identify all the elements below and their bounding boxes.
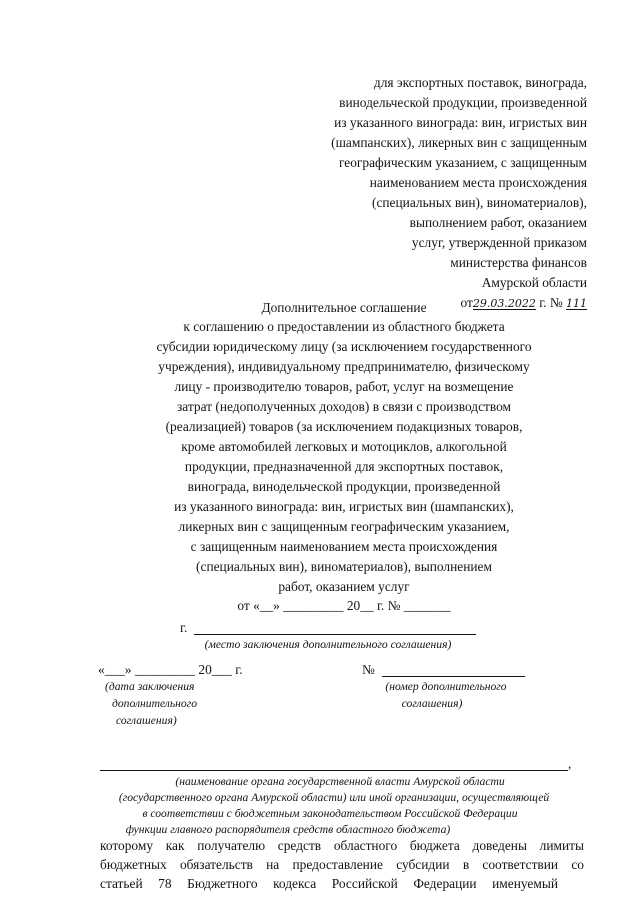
approval-line: министерства финансов [450, 255, 587, 270]
approval-line: для экспортных поставок, винограда, [373, 75, 587, 90]
approval-date-number [460, 295, 587, 311]
approval-line: (шампанских), ликерных вин с защищенным [331, 135, 587, 150]
date-caption-line: (дата заключения [105, 680, 195, 693]
approval-line: географическим указанием, с защищенным [338, 155, 587, 170]
authority-caption-line: функции главного распорядителя средств областного бюджета) [125, 823, 451, 836]
date-caption-line: соглашения) [116, 714, 177, 727]
number-fill-line [382, 676, 525, 677]
title-line: продукции, предназначенной для экспортных поставок, [184, 459, 504, 474]
approval-line: (специальных вин), виноматериалов), [371, 195, 587, 210]
body-line: которому как получателю средств областного бюджета доведены лимиты [100, 838, 584, 853]
approval-line: винодельческой продукции, произведенной [339, 95, 587, 110]
authority-caption-line: в соответствии с бюджетным законодательством Российской Федерации [142, 807, 518, 820]
authority-fill-line [100, 770, 568, 771]
title-line: к соглашению о предоставлении из областного бюджета [183, 319, 505, 334]
title-line: (реализацией) товаров (за исключением подакцизных товаров, [165, 419, 523, 434]
title-line: учреждения), индивидуальному предпринимателю, физическому [158, 359, 530, 374]
title-line: винограда, винодельческой продукции, произведенной [187, 479, 501, 494]
approval-date-handwritten: 29.03.2022 [472, 297, 536, 310]
approval-line: Амурской области [481, 275, 587, 290]
approval-line: выполнением работ, оказанием [409, 215, 587, 230]
number-prefix: № [362, 662, 375, 677]
title-line: кроме автомобилей легковых и мотоциклов, алкогольной [181, 439, 507, 454]
title-line: затрат (недополученных доходов) в связи с производством [176, 399, 512, 414]
authority-caption-line: (государственного органа Амурской области) или иной организации, осуществляющей [118, 791, 550, 804]
authority-caption-line: (наименование органа государственной власти Амурской области [175, 775, 505, 788]
approval-number-prefix: г. № [539, 295, 563, 310]
number-caption-line: (номер дополнительного [385, 680, 507, 693]
title-line: субсидии юридическому лицу (за исключением государственного [156, 339, 532, 354]
approval-number-handwritten: 111 [566, 297, 587, 310]
title-line: (специальных вин), виноматериалов), выполнением [196, 559, 492, 574]
place-caption: (место заключения дополнительного соглашения) [204, 638, 452, 651]
approval-line: услуг, утвержденной приказом [411, 235, 587, 250]
title-line: лицу - производителю товаров, работ, услуг на возмещение [174, 379, 514, 394]
title-line: работ, оказанием услуг [278, 579, 410, 594]
date-fill-line: «___» _________ 20___ г. [98, 662, 243, 677]
body-line: статьей 78 Бюджетного кодекса Российской Федерации именуемый [100, 876, 558, 891]
title-line: из указанного винограда: вин, игристых вин (шампанских), [174, 499, 514, 514]
approval-line: наименованием места происхождения [369, 175, 587, 190]
title-line: ликерных вин с защищенным географическим указанием, [178, 519, 510, 534]
place-fill-line [194, 634, 476, 635]
authority-trailing-comma: , [568, 756, 572, 771]
number-caption-line: соглашения) [401, 697, 463, 710]
date-caption-line: дополнительного [112, 697, 197, 710]
place-prefix: г. [180, 620, 188, 635]
title-line: с защищенным наименованием места происхождения [190, 539, 498, 554]
approval-line: из указанного винограда: вин, игристых вин [334, 115, 587, 130]
body-line: бюджетных обязательств на предоставление субсидии в соответствии со [100, 857, 584, 872]
approval-date-prefix: от [460, 295, 473, 310]
title-line: Дополнительное соглашение [261, 300, 427, 315]
title-date-number-line: от «__» _________ 20__ г. № _______ [237, 598, 451, 613]
